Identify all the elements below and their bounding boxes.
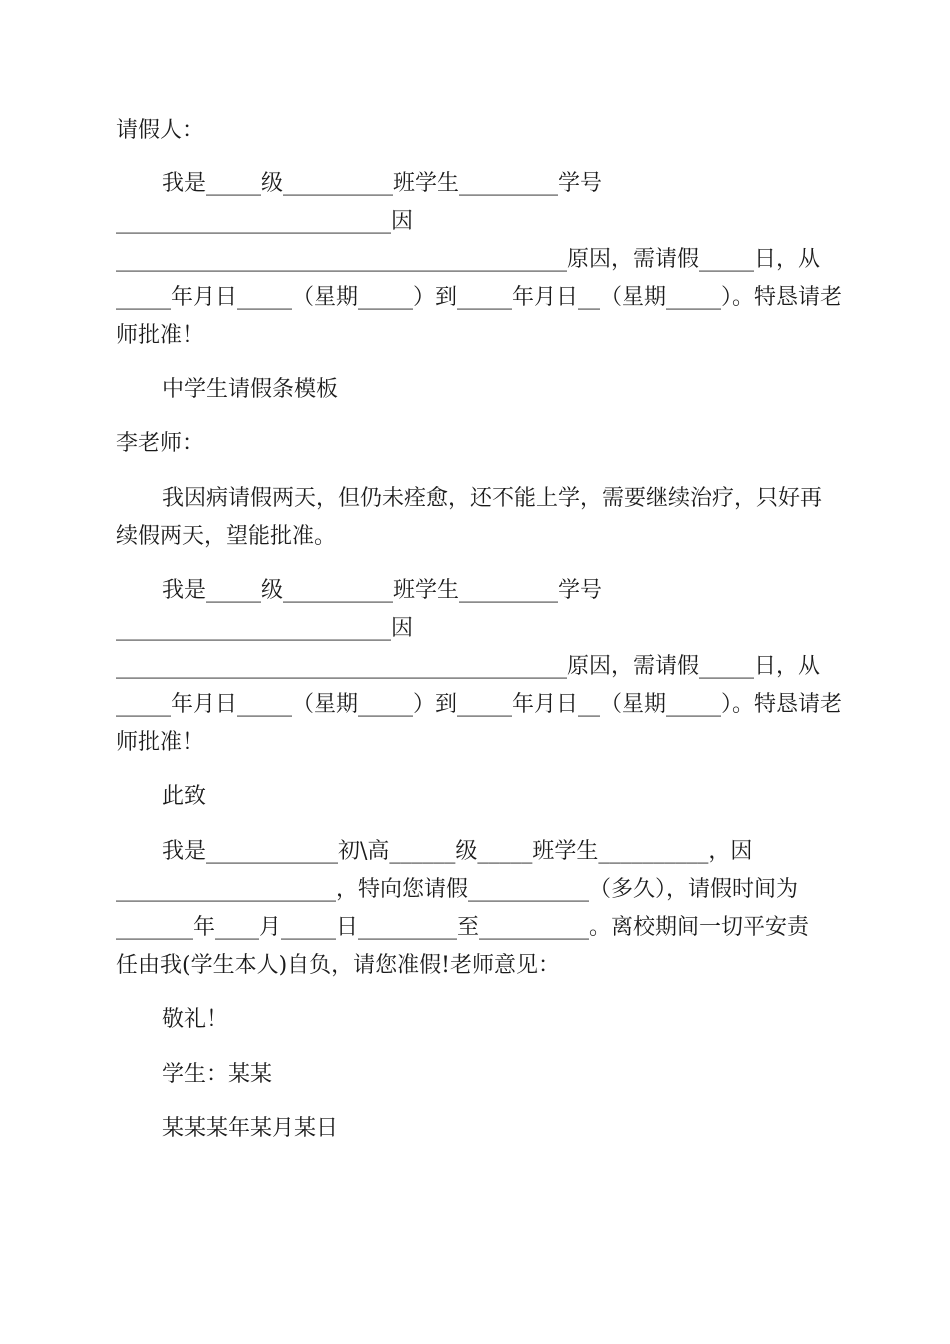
template-heading: 中学生请假条模板 bbox=[162, 377, 339, 402]
form1-line1: 我是_____级__________班学生_________学号 bbox=[162, 171, 603, 196]
closing-cizhi: 此致 bbox=[162, 784, 207, 809]
body-line2: 续假两天，望能批准。 bbox=[116, 524, 337, 549]
form3-line4: 任由我(学生本人)自负，请您准假!老师意见： bbox=[116, 953, 561, 978]
applicant-label: 请假人： bbox=[116, 118, 205, 143]
form2-line2: _________________________因 bbox=[116, 616, 414, 641]
form3-line1: 我是____________初\高______级_____班学生__________，因 bbox=[162, 839, 753, 864]
form2-line3: _________________________________________原因，需请假_____日，从 bbox=[116, 654, 821, 679]
form3-line3: _______年____月_____日_________至__________。离校期间一切平安责 bbox=[116, 915, 810, 940]
body-line1: 我因病请假两天，但仍未痊愈，还不能上学，需要继续治疗，只好再 bbox=[162, 486, 823, 511]
form2-line1: 我是_____级__________班学生_________学号 bbox=[162, 578, 603, 603]
closing-jingli: 敬礼！ bbox=[162, 1007, 229, 1032]
date-line: 某某某年某月某日 bbox=[162, 1116, 339, 1141]
salutation: 李老师： bbox=[116, 431, 205, 456]
form2-line4: _____年月日_____（星期_____）到_____年月日__（星期_____）。特恳请老 bbox=[116, 692, 843, 717]
form2-line5: 师批准！ bbox=[116, 730, 205, 755]
student-signature: 学生：某某 bbox=[162, 1062, 273, 1087]
form1-line5: 师批准！ bbox=[116, 323, 205, 348]
form3-line2: ____________________，特向您请假___________（多久），请假时间为 bbox=[116, 877, 799, 902]
form1-line4: _____年月日_____（星期_____）到_____年月日__（星期_____）。特恳请老 bbox=[116, 285, 843, 310]
form1-line3: _________________________________________原因，需请假_____日，从 bbox=[116, 247, 821, 272]
form1-line2: _________________________因 bbox=[116, 209, 414, 234]
